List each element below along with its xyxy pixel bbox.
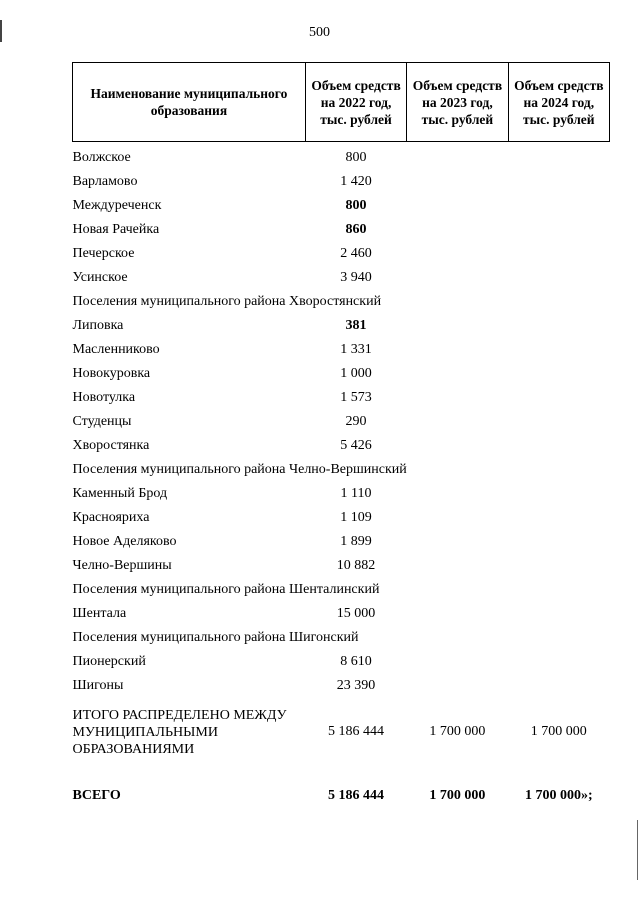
table-row: [73, 242, 610, 266]
amount-2023: [407, 314, 508, 338]
table-row: [73, 194, 610, 218]
table-row: [73, 386, 610, 410]
table-row: [73, 362, 610, 386]
amount-2022: 290: [345, 414, 367, 429]
table-row: [73, 266, 610, 290]
amount-2022: 23 390: [336, 678, 376, 693]
group-heading: Поселения муниципального района Шигонский: [72, 630, 359, 645]
amount-2024: [508, 530, 609, 554]
scan-edge-mark-right: [637, 820, 638, 880]
amount-2024: [508, 170, 609, 194]
amount-2022: 381: [345, 318, 367, 333]
amount-2024: [508, 386, 609, 410]
amount-2022: 3 940: [340, 270, 372, 285]
amount-2022: 800: [345, 150, 367, 165]
amount-2022: 8 610: [340, 654, 372, 669]
amount-2023: [407, 218, 508, 242]
municipality-name: Новокуровка: [72, 366, 151, 381]
total-distributed-label: ИТОГО РАСПРЕДЕЛЕНО МЕЖДУ МУНИЦИПАЛЬНЫМИ ОБРАЗОВАНИЯМИ: [72, 707, 287, 757]
group-heading-row: [73, 626, 610, 650]
amount-2023: [407, 434, 508, 458]
amount-2024: [508, 266, 609, 290]
amount-2023: [407, 386, 508, 410]
amount-2024: [508, 362, 609, 386]
amount-2022: 2 460: [340, 246, 372, 261]
table-row: [73, 338, 610, 362]
municipality-name: Студенцы: [72, 414, 132, 429]
amount-2023: [407, 266, 508, 290]
amount-2024: [508, 554, 609, 578]
table-row: [73, 554, 610, 578]
municipality-name: Новое Аделяково: [72, 534, 177, 549]
budget-allocation-table: [72, 62, 610, 826]
amount-2022: 10 882: [336, 558, 376, 573]
page-number: 500: [309, 25, 330, 40]
municipality-name: Печерское: [72, 246, 135, 261]
municipality-name: Новотулка: [72, 390, 136, 405]
header-2024: Объем средств на 2024 год, тыс. рублей: [508, 63, 609, 142]
amount-2023: [407, 674, 508, 698]
group-heading-row: [73, 290, 610, 314]
group-heading-row: [73, 458, 610, 482]
table-row: [73, 650, 610, 674]
table-row: [73, 142, 610, 171]
header-municipality: Наименование муниципального образования: [73, 63, 306, 142]
header-2022: Объем средств на 2022 год, тыс. рублей: [305, 63, 406, 142]
grand-total-2022: 5 186 444: [328, 788, 385, 803]
table-row: [73, 482, 610, 506]
amount-2024: [508, 650, 609, 674]
header-2023: Объем средств на 2023 год, тыс. рублей: [407, 63, 508, 142]
amount-2024: [508, 218, 609, 242]
amount-2024: [508, 314, 609, 338]
table-row: [73, 434, 610, 458]
amount-2023: [407, 170, 508, 194]
municipality-name: Шентала: [72, 606, 127, 621]
amount-2023: [407, 602, 508, 626]
amount-2023: [407, 554, 508, 578]
municipality-name: Липовка: [72, 318, 124, 333]
municipality-name: Шигоны: [72, 678, 124, 693]
municipality-name: Усинское: [72, 270, 128, 285]
amount-2022: 860: [345, 222, 367, 237]
amount-2023: [407, 410, 508, 434]
amount-2023: [407, 506, 508, 530]
amount-2024: [508, 674, 609, 698]
amount-2023: [407, 530, 508, 554]
amount-2022: 1 110: [340, 486, 372, 501]
amount-2022: 15 000: [336, 606, 376, 621]
group-heading: Поселения муниципального района Хворостянский: [72, 294, 382, 309]
amount-2023: [407, 650, 508, 674]
amount-2023: [407, 338, 508, 362]
table-row: [73, 530, 610, 554]
table-body: [73, 142, 610, 699]
municipality-name: Волжское: [72, 150, 131, 165]
amount-2022: 1 573: [340, 390, 372, 405]
municipality-name: Новая Рачейка: [72, 222, 160, 237]
amount-2024: [508, 194, 609, 218]
total-distributed-2022: 5 186 444: [328, 724, 385, 739]
table-row: [73, 314, 610, 338]
table-header-row: [73, 63, 610, 142]
amount-2023: [407, 194, 508, 218]
municipality-name: Масленниково: [72, 342, 160, 357]
amount-2024: [508, 338, 609, 362]
table-row: [73, 506, 610, 530]
table-row: [73, 674, 610, 698]
amount-2022: 800: [345, 198, 367, 213]
amount-2022: 1 000: [340, 366, 372, 381]
municipality-name: Челно-Вершины: [72, 558, 172, 573]
amount-2023: [407, 142, 508, 171]
amount-2022: 5 426: [340, 438, 372, 453]
amount-2024: [508, 506, 609, 530]
group-heading: Поселения муниципального района Челно-Вершинский: [72, 462, 407, 477]
table-row: [73, 218, 610, 242]
group-heading: Поселения муниципального района Шенталинский: [72, 582, 380, 597]
amount-2024: [508, 482, 609, 506]
amount-2023: [407, 362, 508, 386]
amount-2022: 1 331: [340, 342, 372, 357]
municipality-name: Пионерский: [72, 654, 146, 669]
amount-2024: [508, 242, 609, 266]
grand-total-2023: 1 700 000: [429, 788, 486, 803]
municipality-name: Каменный Брод: [72, 486, 168, 501]
total-distributed-2023: 1 700 000: [429, 724, 486, 739]
group-heading-row: [73, 578, 610, 602]
amount-2024: [508, 434, 609, 458]
total-distributed-2024: 1 700 000: [530, 724, 587, 739]
amount-2024: [508, 602, 609, 626]
table-row: [73, 170, 610, 194]
municipality-name: Хворостянка: [72, 438, 150, 453]
municipality-name: Краснояриха: [72, 510, 150, 525]
amount-2022: 1 109: [340, 510, 372, 525]
grand-total-2024: 1 700 000»;: [524, 788, 593, 803]
amount-2023: [407, 482, 508, 506]
table-row: [73, 602, 610, 626]
municipality-name: Междуреченск: [72, 198, 162, 213]
grand-total-row: [73, 766, 610, 826]
total-distributed-row: [73, 698, 610, 766]
amount-2024: [508, 142, 609, 171]
amount-2024: [508, 410, 609, 434]
amount-2022: 1 420: [340, 174, 372, 189]
grand-total-label: ВСЕГО: [72, 788, 121, 803]
municipality-name: Варламово: [72, 174, 138, 189]
table-row: [73, 410, 610, 434]
amount-2023: [407, 242, 508, 266]
amount-2022: 1 899: [340, 534, 372, 549]
